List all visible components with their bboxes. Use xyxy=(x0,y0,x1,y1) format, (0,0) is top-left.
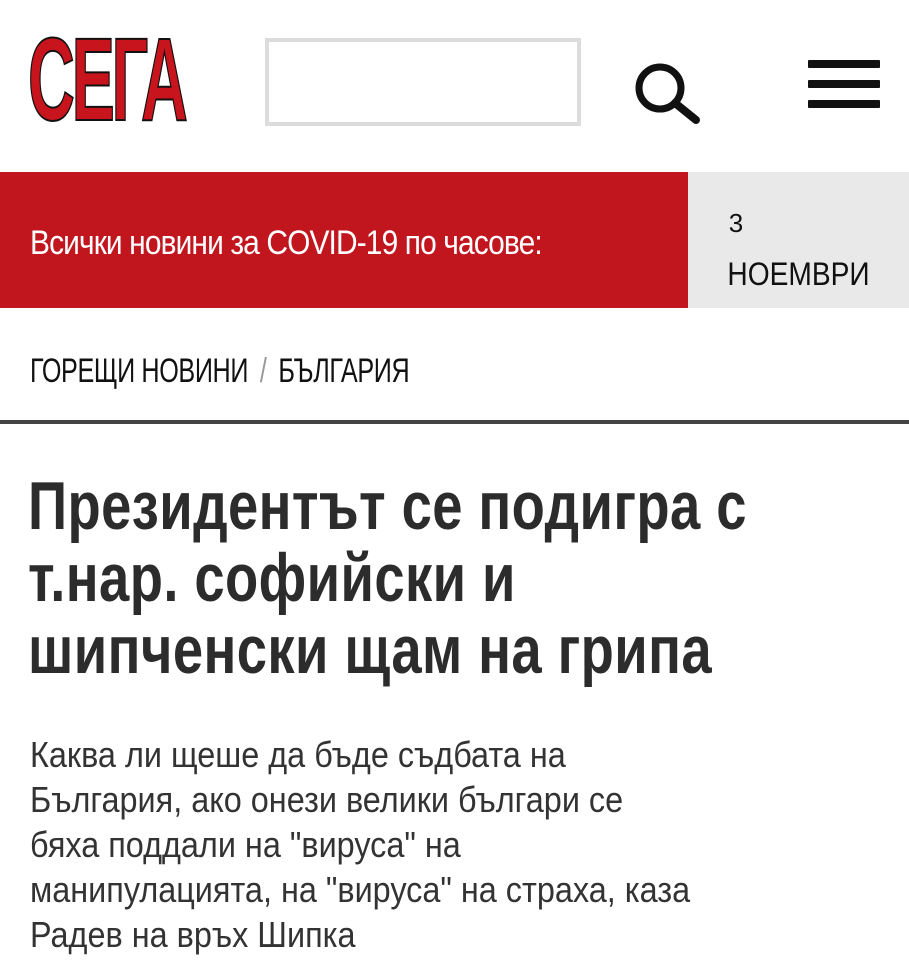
date-day: 3 xyxy=(728,208,744,238)
breadcrumb-separator: / xyxy=(259,352,267,390)
search-icon xyxy=(620,58,716,128)
search-button[interactable] xyxy=(620,58,716,128)
divider xyxy=(0,420,909,424)
breadcrumb-hot-news[interactable]: ГОРЕЩИ НОВИНИ xyxy=(30,352,249,390)
covid-news-banner[interactable] xyxy=(0,172,688,308)
hamburger-menu-icon xyxy=(808,60,880,68)
article-lead-line: Радев на връх Шипка xyxy=(30,914,356,955)
article-lead-line: манипулацията, на "вируса" на страха, каза xyxy=(30,869,691,910)
article-lead-line: Каква ли щеше да бъде съдбата на xyxy=(30,734,566,775)
hamburger-menu-icon xyxy=(808,80,880,88)
menu-button[interactable] xyxy=(808,56,880,112)
breadcrumb xyxy=(30,352,409,402)
search-input[interactable] xyxy=(265,38,581,126)
article-title xyxy=(28,470,876,686)
site-header xyxy=(0,0,909,172)
date-month: НОЕМВРИ xyxy=(727,256,870,292)
article-lead xyxy=(30,732,894,957)
article-lead-line: бяха поддали на "вируса" на xyxy=(30,824,461,865)
article-title-line: Президентът се подигра с xyxy=(28,468,747,544)
article-title-line: т.нар. софийски и xyxy=(28,540,516,616)
site-logo[interactable]: СЕГА xyxy=(28,14,185,146)
date-box xyxy=(688,172,909,308)
hamburger-menu-icon xyxy=(808,100,880,108)
article-title-line: шипченски щам на грипа xyxy=(28,612,713,688)
article-lead-line: България, ако онези велики българи се xyxy=(30,779,624,820)
breadcrumb-bulgaria[interactable]: БЪЛГАРИЯ xyxy=(278,352,410,390)
covid-banner-label: Всички новини за COVID-19 по часове: xyxy=(30,223,542,262)
